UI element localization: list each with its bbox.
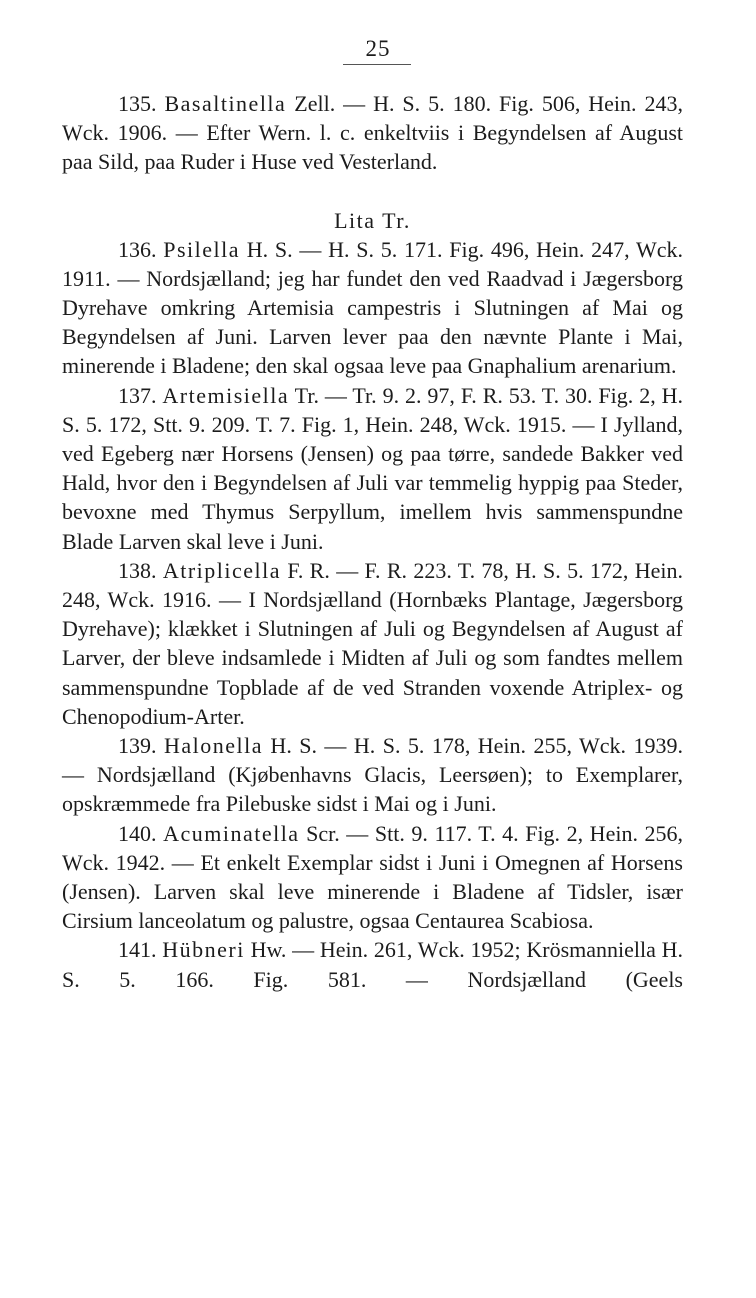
entry-body: Tr. — Tr. 9. 2. 97, F. R. 53. T. 30. Fig. 2, H. S. 5. 172, Stt. 9. 209. T. 7. Fig. 1, Hein. 248, Wck. 1915. — I Jylland, ved Egeberg nær Horsens (Jensen) og paa tørre, sandede Bakker ved Hald, hvor den i Begyndelsen af Juli var temmelig hyppig paa Steder, bevoxne med Thymus Serpyllum, imellem hvis sammenspundne Blade Larven skal leve i Juni. <box>62 382 683 554</box>
entry-number: 138. <box>118 557 157 583</box>
entry-body: Scr. — Stt. 9. 117. T. 4. Fig. 2, Hein. 256, Wck. 1942. — Et enkelt Exemplar sidst i Juni i Omegnen af Horsens (Jensen). Larven skal leve minerende i Bladene af Tidsler, især Cirsium lanceolatum og palustre, ogsaa Centaurea Scabiosa. <box>62 820 683 934</box>
page-number: 25 <box>365 36 391 61</box>
entry-number: 141. <box>118 937 157 963</box>
entry-139 <box>62 731 683 819</box>
entry-141 <box>62 935 683 993</box>
entry-number: 136. <box>118 236 157 262</box>
species-name: Artemisiella <box>162 382 290 408</box>
entry-137 <box>62 381 683 556</box>
species-name: Psilella <box>163 236 241 262</box>
species-name: Acuminatella <box>163 820 300 846</box>
entry-body: Zell. — H. S. 5. 180. Fig. 506, Hein. 243, Wck. 1906. — Efter Wern. l. c. enkeltviis i Begyndelsen af August paa Sild, paa Ruder i Huse ved Vesterland. <box>62 91 683 175</box>
entry-number: 140. <box>118 820 157 846</box>
species-name: Atriplicella <box>162 557 282 583</box>
entry-136 <box>62 235 683 381</box>
page-number-rule <box>343 64 411 65</box>
entry-body: H. S. — H. S. 5. 178, Hein. 255, Wck. 1939. — Nordsjælland (Kjøbenhavns Glacis, Leersøen); to Exemplarer, opskræmmede fra Pilebuske sidst i Mai og i Juni. <box>62 733 683 817</box>
entry-body: F. R. — F. R. 223. T. 78, H. S. 5. 172, Hein. 248, Wck. 1916. — I Nordsjælland (Hornbæks Plantage, Jægersborg Dyrehave); klækket i Slutningen af Juli og Begyndelsen af August af Larver, der bleve indsamlede i Midten af Juli og som fandtes mellem sammenspundne Topblade af de ved Stranden voxende Atriplex- og Chenopodium-Arter. <box>62 557 684 729</box>
entry-number: 139. <box>118 733 157 759</box>
entry-138 <box>62 556 683 731</box>
entry-number: 135. <box>118 91 157 116</box>
species-name: Hübneri <box>162 937 245 963</box>
species-name: Halonella <box>163 733 263 759</box>
text-block <box>62 89 683 994</box>
entry-body: Hw. — Hein. 261, Wck. 1952; Krösmanniella H. S. 5. 166. Fig. 581. — Nordsjælland (Geels <box>62 937 684 992</box>
entry-number: 137. <box>118 382 157 408</box>
section-heading: Lita Tr. <box>334 207 411 233</box>
species-name: Basaltinella <box>164 91 287 116</box>
entry-body: H. S. — H. S. 5. 171. Fig. 496, Hein. 247, Wck. 1911. — Nordsjælland; jeg har fundet den ved Raadvad i Jægersborg Dyrehave omkring Artemisia campestris i Slutningen af Mai og Begyndelsen af Juni. Larven lever paa den nævnte Plante i Mai, minerende i Bladene; den skal ogsaa leve paa Gnaphalium arenarium. <box>62 236 683 379</box>
entry-140 <box>62 819 683 936</box>
entry-135 <box>62 89 683 177</box>
